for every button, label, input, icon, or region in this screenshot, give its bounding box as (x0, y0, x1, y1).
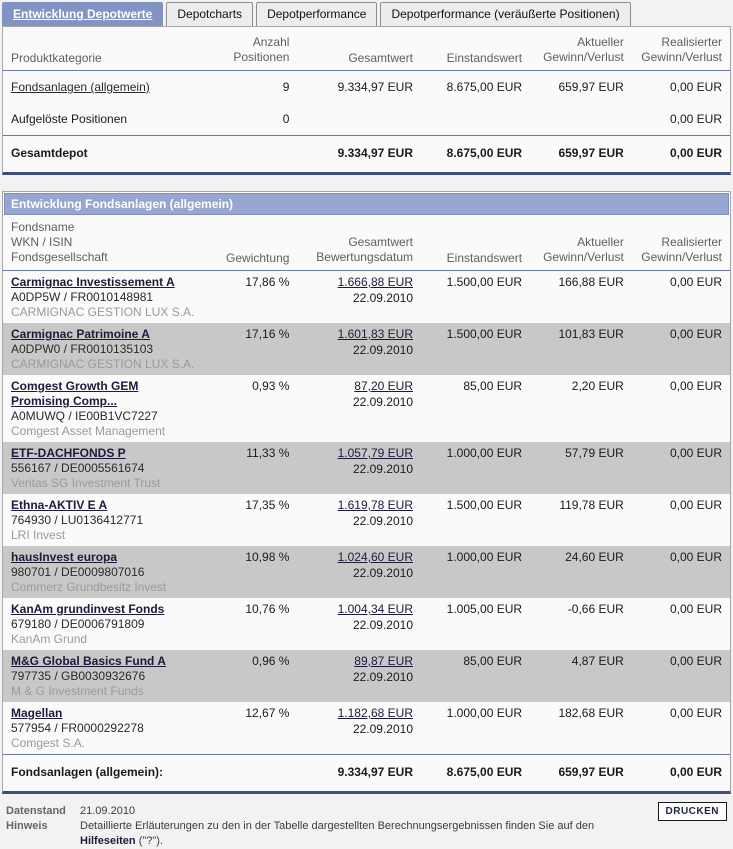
fund-name-link[interactable]: Comgest Growth GEM Promising Comp... (11, 379, 139, 408)
fund-value-link[interactable]: 1.666,88 EUR (337, 275, 413, 289)
col-realisierter-gewinn-verlust: Realisierter Gewinn/Verlust (632, 27, 730, 71)
fund-name-link[interactable]: Carmignac Patrimoine A (11, 327, 150, 341)
fund-row (3, 271, 730, 324)
fund-valuation-date: 22.09.2010 (352, 291, 413, 305)
fund-wkn-isin: 577954 / FR0000292278 (11, 721, 144, 735)
funds-total-row (3, 755, 730, 792)
col-aktueller-gewinn-verlust: Aktueller Gewinn/Verlust (530, 216, 632, 271)
fund-realized-pl: 0,00 EUR (632, 546, 730, 598)
fund-value-link[interactable]: 1.619,78 EUR (337, 498, 413, 512)
col-aktueller-gewinn-verlust: Aktueller Gewinn/Verlust (530, 27, 632, 71)
fund-cost: 85,00 EUR (463, 379, 523, 393)
funds-table (3, 216, 730, 791)
cell-total: 9.334,97 EUR (337, 80, 413, 94)
fund-cost: 1.005,00 EUR (446, 602, 523, 616)
fund-current-pl: 119,78 EUR (559, 498, 624, 512)
fund-realized-pl: 0,00 EUR (669, 275, 722, 289)
fund-value-link[interactable]: 1.004,34 EUR (337, 602, 413, 616)
summary-row-fondsanlagen (3, 71, 730, 104)
col-einstandswert: Einstandswert (421, 216, 530, 271)
fund-valuation-date: 22.09.2010 (352, 722, 413, 736)
fund-name-link[interactable]: Ethna-AKTIV E A (11, 498, 108, 512)
col-einstandswert: Einstandswert (421, 27, 530, 71)
fund-weight: 0,93 % (252, 379, 290, 393)
fund-row (3, 375, 730, 442)
fund-company: Comgest Asset Management (11, 424, 166, 438)
col-realisierter-gewinn-verlust: Realisierter Gewinn/Verlust (632, 216, 730, 271)
fund-realized-pl: 0,00 EUR (669, 498, 722, 512)
fund-name-link[interactable]: KanAm grundinvest Fonds (11, 602, 165, 616)
summary-panel (2, 26, 731, 175)
col-gesamtwert-bewertungsdatum: Gesamtwert Bewertungsdatum (297, 216, 421, 271)
cell-realized-pl: 0,00 EUR (669, 80, 722, 94)
fund-valuation-date: 22.09.2010 (352, 343, 413, 357)
col-fondsname-wkn-gesellschaft: Fondsname WKN / ISIN Fondsgesellschaft (3, 216, 207, 271)
fund-wkn-isin: A0DPW0 / FR0010135103 (11, 342, 154, 356)
total-einstandswert: 8.675,00 EUR (421, 136, 530, 173)
fund-wkn-isin: A0DP5W / FR0010148981 (11, 290, 154, 304)
fund-cost: 1.000,00 EUR (446, 706, 523, 720)
fund-name-link[interactable]: M&G Global Basics Fund A (11, 654, 166, 668)
fund-cost: 1.500,00 EUR (421, 323, 530, 375)
fund-realized-pl: 0,00 EUR (632, 650, 730, 702)
fund-weight: 11,33 % (207, 442, 298, 494)
fund-realized-pl: 0,00 EUR (669, 602, 722, 616)
cell-cost (421, 103, 530, 136)
fund-current-pl: -0,66 EUR (567, 602, 624, 616)
tab-depotperformance-veraeusserte[interactable]: Depotperformance (veräußerte Positionen) (380, 2, 630, 26)
total-label: Gesamtdepot (3, 136, 207, 173)
summary-total-row (3, 136, 730, 173)
fund-cost: 1.500,00 EUR (446, 498, 523, 512)
fund-company: Veritas SG Investment Trust (11, 476, 161, 490)
total-current-pl: 659,97 EUR (530, 136, 632, 173)
fund-valuation-date: 22.09.2010 (352, 670, 413, 684)
fund-value-link[interactable]: 89,87 EUR (354, 654, 413, 668)
col-gesamtwert: Gesamtwert (297, 27, 421, 71)
fund-name-link[interactable]: Carmignac Investissement A (11, 275, 175, 289)
fund-company: KanAm Grund (11, 632, 88, 646)
fund-weight: 17,35 % (245, 498, 290, 512)
fund-current-pl: 57,79 EUR (530, 442, 632, 494)
fund-cost: 1.000,00 EUR (421, 442, 530, 494)
funds-total-label: Fondsanlagen (allgemein): (3, 755, 207, 792)
fund-cost: 1.000,00 EUR (421, 546, 530, 598)
fund-weight: 12,67 % (245, 706, 290, 720)
col-anzahl-positionen: Anzahl Positionen (207, 27, 298, 71)
tab-bar (0, 0, 733, 26)
fund-realized-pl: 0,00 EUR (632, 442, 730, 494)
cell-count: 0 (282, 112, 290, 126)
fund-company: CARMIGNAC GESTION LUX S.A. (11, 305, 195, 319)
cell-current-pl (530, 103, 632, 136)
fund-current-pl: 101,83 EUR (530, 323, 632, 375)
funds-panel (2, 191, 731, 794)
funds-total-gesamtwert: 9.334,97 EUR (297, 755, 421, 792)
fund-value-link[interactable]: 87,20 EUR (354, 379, 413, 393)
tab-depotperformance[interactable]: Depotperformance (256, 2, 377, 26)
fund-cost: 85,00 EUR (421, 650, 530, 702)
fund-current-pl: 166,88 EUR (558, 275, 624, 289)
fund-weight: 17,86 % (245, 275, 290, 289)
fund-value-link[interactable]: 1.057,79 EUR (337, 446, 413, 460)
fund-name-link[interactable]: ETF-DACHFONDS P (11, 446, 126, 460)
fund-wkn-isin: 679180 / DE0006791809 (11, 617, 145, 631)
tab-depotcharts[interactable]: Depotcharts (166, 2, 253, 26)
total-realized-pl: 0,00 EUR (632, 136, 730, 173)
tab-entwicklung-depotwerte[interactable]: Entwicklung Depotwerte (2, 2, 163, 26)
fund-wkn-isin: 980701 / DE0009807016 (11, 565, 145, 579)
fund-company: CARMIGNAC GESTION LUX S.A. (11, 357, 195, 371)
fund-company: Comgest S.A. (11, 736, 86, 750)
summary-row-aufgeloeste (3, 103, 730, 136)
fund-valuation-date: 22.09.2010 (352, 395, 413, 409)
datenstand-label: Datenstand (6, 805, 66, 817)
fund-current-pl: 2,20 EUR (571, 379, 624, 393)
funds-table-body (3, 271, 730, 755)
cell-count: 9 (282, 80, 290, 94)
fund-wkn-isin: 764930 / LU0136412771 (11, 513, 144, 527)
fund-realized-pl: 0,00 EUR (632, 323, 730, 375)
fund-row (3, 702, 730, 755)
summary-header-row (3, 27, 730, 71)
fund-valuation-date: 22.09.2010 (352, 566, 413, 580)
funds-section-title: Entwicklung Fondsanlagen (allgemein) (4, 193, 729, 215)
fund-company: LRI Invest (11, 528, 66, 542)
datenstand-value: 21.09.2010 (80, 805, 136, 817)
fund-name-link[interactable]: Magellan (11, 706, 63, 720)
fund-company: M & G Investment Funds (11, 684, 144, 698)
fund-valuation-date: 22.09.2010 (352, 514, 413, 528)
fund-row (3, 650, 730, 702)
fund-realized-pl: 0,00 EUR (669, 706, 722, 720)
summary-table (3, 27, 730, 172)
fund-wkn-isin: A0MUWQ / IE00B1VC7227 (11, 409, 158, 423)
fund-value-link[interactable]: 1.601,83 EUR (337, 327, 413, 341)
fund-value-link[interactable]: 1.182,68 EUR (337, 706, 413, 720)
fund-row (3, 546, 730, 598)
datenstand-row (6, 804, 727, 819)
cell-realized-pl: 0,00 EUR (669, 112, 722, 126)
funds-total-einstandswert: 8.675,00 EUR (421, 755, 530, 792)
fund-realized-pl: 0,00 EUR (669, 379, 722, 393)
fund-name-link[interactable]: hausInvest europa (11, 550, 118, 564)
fund-weight: 10,98 % (207, 546, 298, 598)
fund-weight: 17,16 % (207, 323, 298, 375)
funds-header-row (3, 216, 730, 271)
fund-valuation-date: 22.09.2010 (352, 618, 413, 632)
col-produktkategorie: Produktkategorie (3, 27, 207, 71)
fund-wkn-isin: 556167 / DE0005561674 (11, 461, 145, 475)
cell-cost: 8.675,00 EUR (446, 80, 523, 94)
fund-row (3, 494, 730, 546)
funds-total-realized-pl: 0,00 EUR (632, 755, 730, 792)
print-button[interactable]: DRUCKEN (658, 802, 728, 821)
fund-weight: 0,96 % (207, 650, 298, 702)
cell-current-pl: 659,97 EUR (558, 80, 624, 94)
col-gewichtung: Gewichtung (207, 216, 298, 271)
hinweis-row (6, 819, 727, 849)
hilfeseiten-link[interactable]: Hilfeseiten (80, 835, 136, 847)
cell-category: Aufgelöste Positionen (11, 112, 128, 126)
fund-row (3, 442, 730, 494)
fund-value-link[interactable]: 1.024,60 EUR (337, 550, 413, 564)
fund-current-pl: 4,87 EUR (530, 650, 632, 702)
fund-wkn-isin: 797735 / GB0030932676 (11, 669, 146, 683)
hinweis-label: Hinweis (6, 820, 48, 832)
fund-cost: 1.500,00 EUR (446, 275, 523, 289)
cell-total (297, 103, 421, 136)
fondsanlagen-link[interactable]: Fondsanlagen (allgemein) (11, 80, 150, 94)
total-gesamtwert: 9.334,97 EUR (297, 136, 421, 173)
hinweis-text: Detaillierte Erläuterungen zu den in der Tabelle dargestellten Berechnungsergebnissen finden Sie auf den Hilfeseiten ("?"). (80, 820, 595, 847)
fund-row (3, 598, 730, 650)
fund-row (3, 323, 730, 375)
fund-current-pl: 182,68 EUR (558, 706, 624, 720)
footer (0, 794, 733, 849)
fund-valuation-date: 22.09.2010 (352, 462, 413, 476)
fund-weight: 10,76 % (245, 602, 290, 616)
fund-current-pl: 24,60 EUR (530, 546, 632, 598)
funds-total-current-pl: 659,97 EUR (530, 755, 632, 792)
fund-company: Commerz Grundbesitz Invest (11, 580, 167, 594)
